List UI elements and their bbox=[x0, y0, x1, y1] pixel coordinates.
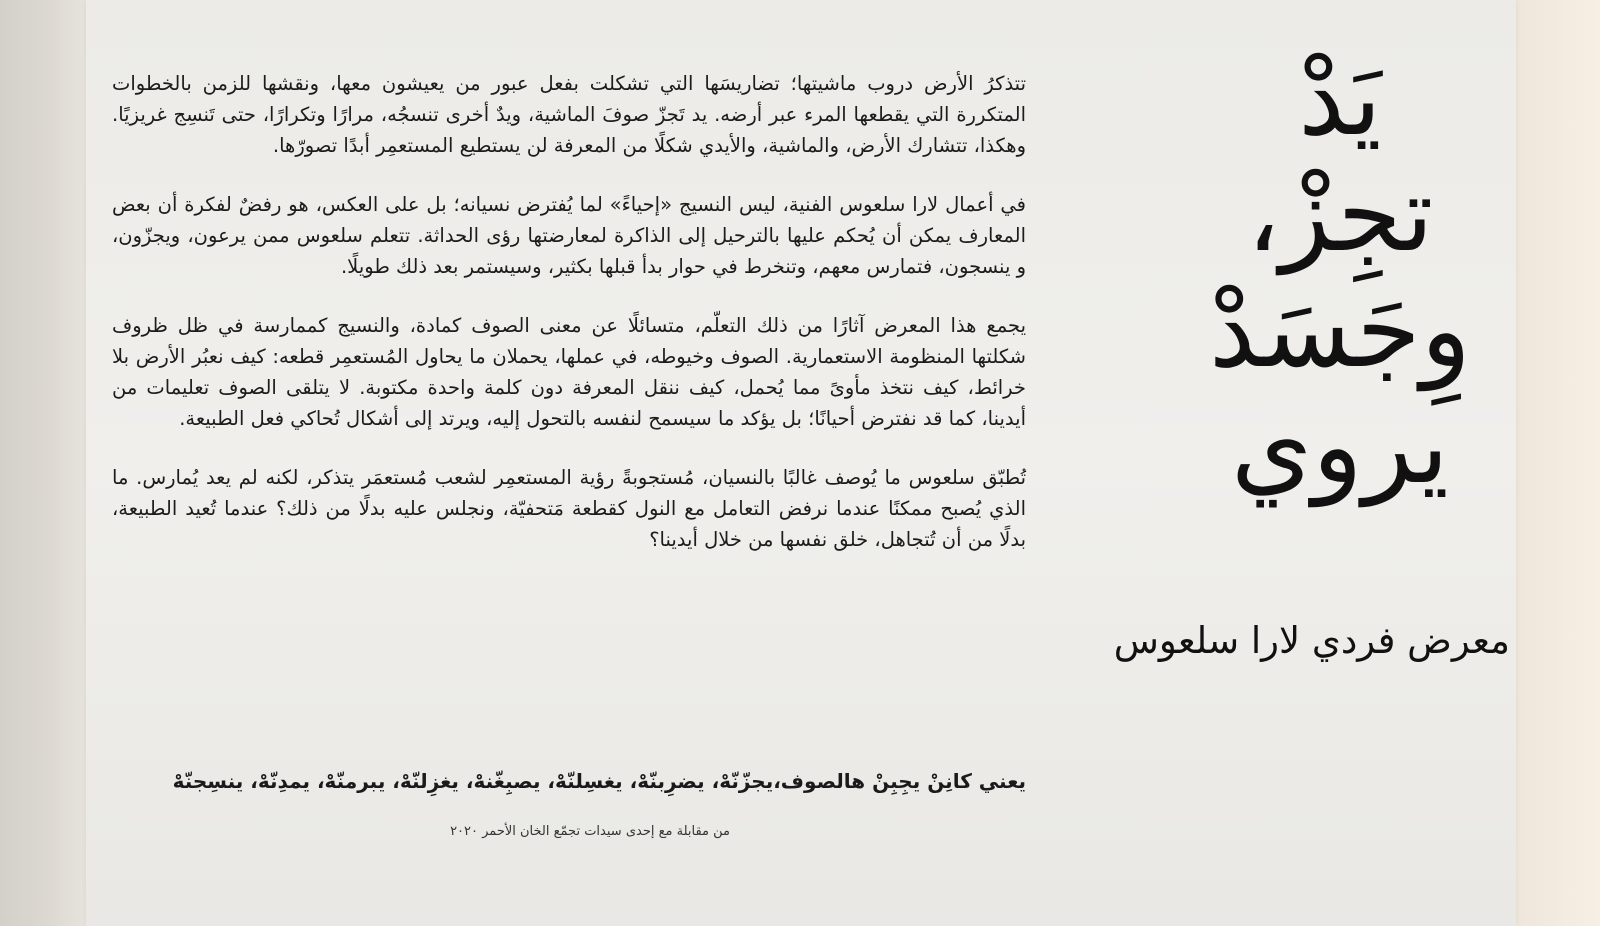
paragraph-3: يجمع هذا المعرض آثارًا من ذلك التعلّم، متسائلًا عن معنى الصوف كمادة، والنسيج كممارسة في ظل ظروف شكلتها المنظومة الاستعمارية. الصوف وخيوطه، في عملها، يحملان ما يحاول المُستعمِر قطعه: كيف نعبُر الأرض بلا خرائط، كيف نتخذ مأوىً مما يُحمل، كيف ننقل المعرفة دون كلمة واحدة مكتوبة. لا يتلقى الصوف تعليمات من أيدينا، كما قد نفترض أحيانًا؛ بل يؤكد ما سيسمح لنفسه بالتحول إليه، ويرتد إلى أشكال تُحاكي فعل الطبيعة. bbox=[112, 314, 1026, 430]
exhibition-subtitle: معرض فردي لارا سلعوس bbox=[1113, 619, 1510, 662]
exhibition-text bbox=[112, 68, 1026, 583]
title-line-4: يروي bbox=[1231, 385, 1449, 507]
quote-source: من مقابلة مع إحدى سيدات تجمّع الخان الأحمر ٢٠٢٠ bbox=[450, 824, 730, 839]
paragraph-1: تتذكرُ الأرض دروب ماشيتها؛ تضاريسَها التي تشكلت بفعل عبور من يعيشون معها، ونقشها للزمن بالخطوات المتكررة التي يقطعها المرء عبر أرضه. يد تَجزّ صوفَ الماشية، ويدٌ أخرى تنسجُه، مرارًا وتكرارًا، حتى تَنسِج غريزيًا. وهكذا، تتشارك الأرض، والماشية، والأيدي شكلًا من المعرفة لن يستطيع المستعمِر أبدًا تصورّها. bbox=[112, 72, 1026, 157]
paragraph-4: تُطبّق سلعوس ما يُوصف غالبًا بالنسيان، مُستجوبةً رؤية المستعمِر لشعب مُستعمَر يتذكر، لكنه لم يعد يُمارس. ما الذي يُصبح ممكنًا عندما نرفض التعامل مع النول كقطعة مَتحفيّة، ونجلس عليه بدلًا من ذلك؟ عندما تُعيد الطبيعة، بدلًا من أن تُتجاهل، خلق نفسها من خلال أيدينا؟ bbox=[112, 466, 1026, 551]
paragraph-2: في أعمال لارا سلعوس الفنية، ليس النسيج «إحياءً» لما يُفترض نسيانه؛ بل على العكس، هو رفضٌ لفكرة أن بعض المعارف يمكن أن يُحكم عليها بالترحيل إلى الذاكرة لمعارضتها رؤى الحداثة. تتعلم سلعوس ممن يرعون، ويجزّون، و ينسجون، فتمارس معهم، وتنخرط في حوار بدأ قبلها بكثير، وسيستمر بعد ذلك طويلًا. bbox=[112, 193, 1026, 278]
title-line-2: تجِزْ، bbox=[1246, 153, 1434, 275]
title-line-3: وِجَسَدْ bbox=[1209, 269, 1471, 391]
quote-text: يعني كانِنْ يجِبِنْ هالصوف،يجزّنّهْ، يضرِبنّهْ، يغسِلنّهْ، يصبِغّنهْ، يغزِلنّهْ، يبرمنّهْ، يمدِنّهْ، ينسِجنّهْ bbox=[172, 769, 1026, 793]
exhibition-title bbox=[1180, 37, 1500, 507]
title-line-1: يَدْ bbox=[1298, 37, 1382, 159]
